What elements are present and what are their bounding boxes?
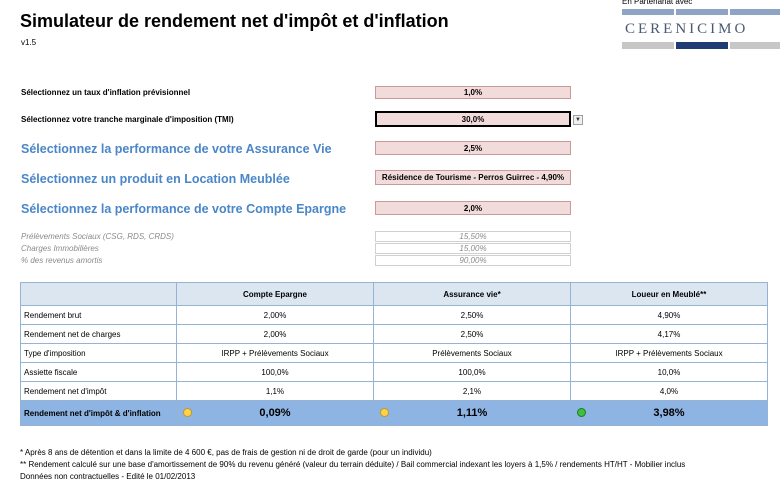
table-cell: 1,1% xyxy=(177,382,374,401)
results-table xyxy=(20,282,768,426)
location-meublee-label: Sélectionnez un produit en Location Meublée xyxy=(21,172,290,186)
header-cell xyxy=(21,283,177,306)
header-cell: Assurance vie* xyxy=(374,283,571,306)
param-label: Charges Immobilières xyxy=(21,244,99,253)
table-cell: 2,00% xyxy=(177,325,374,344)
param-value: 90,00% xyxy=(375,255,571,266)
tmi-label: Sélectionnez votre tranche marginale d'imposition (TMI) xyxy=(21,115,234,124)
table-cell: Prélèvements Sociaux xyxy=(374,344,571,363)
footnote: ** Rendement calculé sur une base d'amortissement de 90% du revenu généré (valeur du terrain déduite) / Bail commercial indexant les loyers à 1,5% / rendements HT/HT - Mobilier inclus xyxy=(20,460,686,469)
param-value: 15,00% xyxy=(375,243,571,254)
param-label: Prélèvements Sociaux (CSG, RDS, CRDS) xyxy=(21,232,174,241)
table-cell: 100,0% xyxy=(177,363,374,382)
assurance-vie-label: Sélectionnez la performance de votre Assurance Vie xyxy=(21,142,332,156)
table-cell: 2,50% xyxy=(374,306,571,325)
row-label: Rendement net de charges xyxy=(21,325,177,344)
table-cell: IRPP + Prélèvements Sociaux xyxy=(177,344,374,363)
assurance-vie-input[interactable]: 2,5% xyxy=(375,141,571,155)
tmi-select[interactable]: 30,0% xyxy=(375,111,571,127)
logo-bottom-bar xyxy=(622,42,780,49)
final-value: 0,09% xyxy=(259,407,291,419)
tmi-dropdown-button[interactable] xyxy=(573,115,583,125)
table-cell: 100,0% xyxy=(374,363,571,382)
table-row xyxy=(21,344,768,363)
partner-label: En Partenariat avec xyxy=(622,0,693,6)
table-row xyxy=(21,363,768,382)
table-cell: 4,17% xyxy=(571,325,768,344)
table-cell: 2,50% xyxy=(374,325,571,344)
final-value: 1,11% xyxy=(456,407,488,419)
table-cell: 4,0% xyxy=(571,382,768,401)
table-cell: 4,90% xyxy=(571,306,768,325)
final-value: 3,98% xyxy=(653,407,685,419)
version-label: v1.5 xyxy=(21,38,37,47)
yellow-status-indicator-icon xyxy=(183,408,192,417)
final-cell-compte-epargne xyxy=(177,401,374,426)
inflation-input[interactable]: 1,0% xyxy=(375,86,571,99)
final-result-row xyxy=(21,401,768,426)
footnote: * Après 8 ans de détention et dans la limite de 4 600 €, pas de frais de gestion ni de droit de garde (pour un individu) xyxy=(20,448,432,457)
table-row xyxy=(21,306,768,325)
chevron-down-icon: ▼ xyxy=(575,117,581,123)
table-cell: 2,00% xyxy=(177,306,374,325)
final-row-label: Rendement net d'impôt & d'inflation xyxy=(21,401,177,426)
table-cell: 10,0% xyxy=(571,363,768,382)
footnote: Données non contractuelles - Edité le 01/02/2013 xyxy=(20,472,196,481)
compte-epargne-label: Sélectionnez la performance de votre Compte Epargne xyxy=(21,202,347,216)
partner-logo: CERENICIMO xyxy=(625,21,749,37)
row-label: Type d'imposition xyxy=(21,344,177,363)
location-meublee-select[interactable]: Résidence de Tourisme - Perros Guirrec - 4,90% xyxy=(375,170,571,185)
green-status-indicator-icon xyxy=(577,408,586,417)
compte-epargne-input[interactable]: 2,0% xyxy=(375,201,571,215)
param-value: 15,50% xyxy=(375,231,571,242)
yellow-status-indicator-icon xyxy=(380,408,389,417)
param-label: % des revenus amortis xyxy=(21,256,103,265)
logo-top-bar xyxy=(622,9,780,15)
table-cell: 2,1% xyxy=(374,382,571,401)
header-cell: Loueur en Meublé** xyxy=(571,283,768,306)
row-label: Rendement net d'impôt xyxy=(21,382,177,401)
inflation-label: Sélectionnez un taux d'inflation prévisionnel xyxy=(21,88,191,97)
table-header-row xyxy=(21,283,768,306)
final-cell-assurance-vie xyxy=(374,401,571,426)
table-row xyxy=(21,325,768,344)
row-label: Rendement brut xyxy=(21,306,177,325)
table-cell: IRPP + Prélèvements Sociaux xyxy=(571,344,768,363)
final-cell-loueur-meuble xyxy=(571,401,768,426)
header-cell: Compte Epargne xyxy=(177,283,374,306)
table-row xyxy=(21,382,768,401)
page-title: Simulateur de rendement net d'impôt et d'inflation xyxy=(20,11,449,31)
row-label: Assiette fiscale xyxy=(21,363,177,382)
